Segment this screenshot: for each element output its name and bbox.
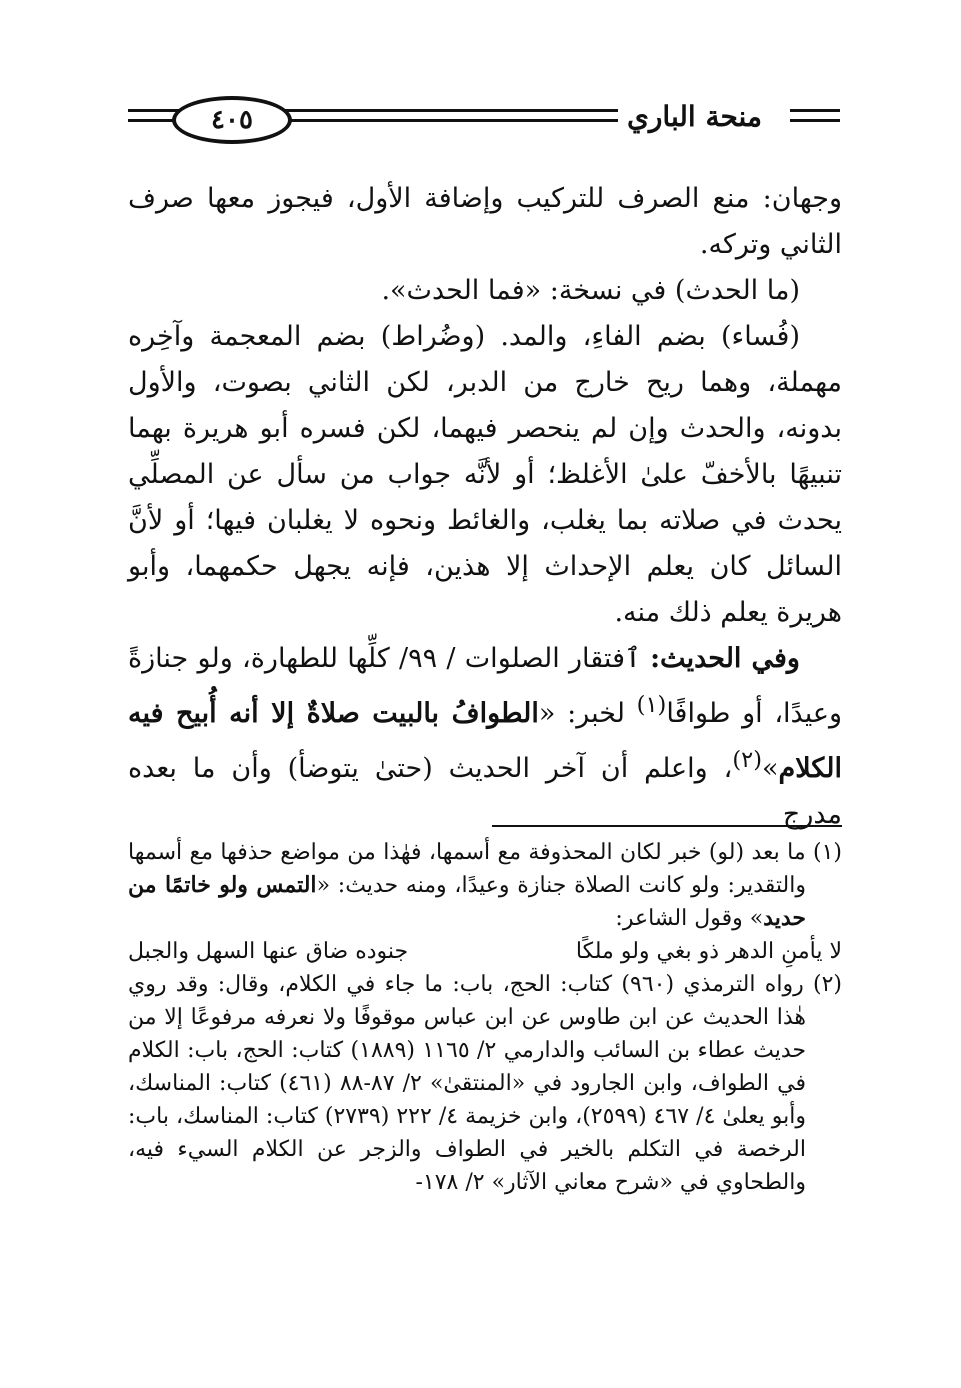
footnotes xyxy=(128,836,842,1199)
hadith-quote: الطوافُ بالبيت صلاةٌ إلا أنه أُبيح فيه الكلام xyxy=(128,698,842,784)
page-number: ٤٠٥ xyxy=(211,105,253,135)
footnote-1-bold: التمس ولو خاتمًا من حديد xyxy=(128,872,806,931)
footnote-marker-2: (٢) xyxy=(732,747,762,773)
footnote-1-text-b: » وقول الشاعر: xyxy=(615,906,764,931)
verse-hemistich-1: لا يأمنِ الدهر ذو بغي ولو ملكًا xyxy=(575,939,842,964)
page-number-ornament xyxy=(172,96,292,144)
paragraph-3: (فُساء) بضم الفاءِ، والمد. (وضُراط) بضم المعجمة وآخِره مهملة، وهما ريح خارج من الدبر، لكن الثاني بصوت، والأول بدونه، والحدث وإن لم ينحصر فيهما، لكن فسره أبو هريرة بهما تنبيهًا بالأخفّ علىٰ الأغلظ؛ أو لأنَّه جواب من سأل عن المصلِّي يحدث في صلاته بما يغلب، والغائط ونحوه لا يغلبان فيها؛ أو لأنَّ السائل كان يعلم الإحداث إلا هذين، فإنه يجهل حكمهما، وأبو هريرة يعلم ذلك منه. xyxy=(128,321,842,628)
book-title: منحة الباري xyxy=(626,100,762,133)
header-rule-middle-bottom xyxy=(278,119,618,122)
header-rule-right-top xyxy=(790,109,840,112)
footnote-1 xyxy=(128,836,842,935)
header-rule-right-bottom xyxy=(790,119,840,122)
paragraph-4-text-a: ٱفتقار الصلوات / ٩٩/ كلِّها للطهارة، ولو جنازةً وعيدًا، أو طوافًا xyxy=(128,643,843,729)
paragraph-4-text-c: » xyxy=(762,753,779,784)
header-rule-middle-top xyxy=(278,109,618,112)
footnote-1-text-a: (١) ما بعد (لو) خبر لكان المحذوفة مع أسمها، فهٰذا من مواضع حذفها مع أسمها والتقدير: ولو كانت الصلاة جنازة وعيدًا، ومنه حديث: « xyxy=(128,840,842,898)
paragraph-1: وجهان: منع الصرف للتركيب وإضافة الأول، فيجوز معها صرف الثاني وتركه. xyxy=(128,183,842,260)
paragraph-2: (ما الحدث) في نسخة: «فما الحدث». xyxy=(381,275,800,306)
paragraph-4-text-d: ، واعلم أن آخر الحديث (حتىٰ يتوضأ) وأن ما بعده مدرج xyxy=(128,753,842,830)
footnote-2: (٢) رواه الترمذي (٩٦٠) كتاب: الحج، باب: ما جاء في الكلام، وقال: وقد روي هٰذا الحديث عن ابن طاوس عن ابن عباس موقوفًا ولا نعرفه مرفوعًا إلا من حديث عطاء بن السائب والدارمي ٢/ ١١٦٥ (١٨٨٩) كتاب: الحج، باب: الكلام في الطواف، وابن الجارود في «المنتقىٰ» ٢/ ٨٧-٨٨ (٤٦١) كتاب: المناسك، وأبو يعلىٰ ٤/ ٤٦٧ (٢٥٩٩)، وابن خزيمة ٤/ ٢٢٢ (٢٧٣٩) كتاب: المناسك، باب: الرخصة في التكلم بالخير في الطواف والزجر عن الكلام السيء فيه، والطحاوي في «شرح معاني الآثار» ٢/ ١٧٨- xyxy=(128,972,842,1195)
footnote-separator xyxy=(492,825,842,827)
poem-verse xyxy=(128,935,842,968)
paragraph-4-text-b: لخبر: « xyxy=(538,698,637,729)
verse-hemistich-2: جنوده ضاق عنها السهل والجبل xyxy=(128,939,409,964)
paragraph-4-lead: وفي الحديث: xyxy=(650,643,800,674)
main-text xyxy=(128,176,842,838)
page-header xyxy=(128,92,840,148)
paragraph-4 xyxy=(128,636,842,838)
footnote-marker-1: (١) xyxy=(636,692,667,718)
